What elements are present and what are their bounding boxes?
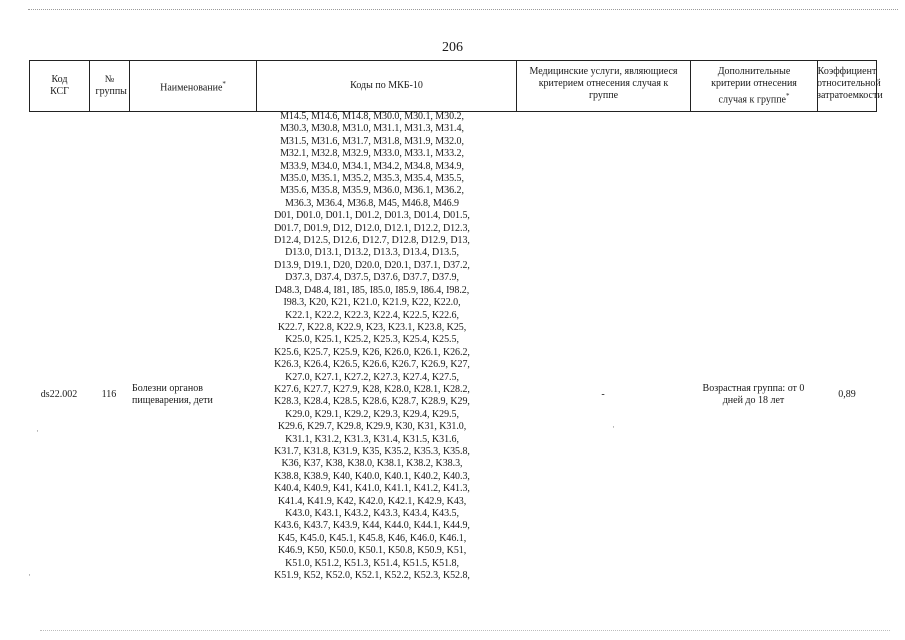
- header-icd-codes: Коды по МКБ-10: [256, 61, 516, 111]
- header-extra-criteria: Дополнительные критерии отнесения случая к группе*: [690, 61, 817, 111]
- icd-code-line: K27.6, K27.7, K27.9, K28, K28.0, K28.1, K28.2,: [274, 383, 470, 395]
- icd-code-line: M14.5, M14.6, M14.8, M30.0, M30.1, M30.2,: [280, 111, 464, 122]
- icd-code-line: K36, K37, K38, K38.0, K38.1, K38.2, K38.3,: [281, 458, 463, 470]
- icd-code-line: K43.0, K43.1, K43.2, K43.3, K43.4, K43.5,: [285, 508, 459, 519]
- icd-code-line: D01.7, D01.9, D12, D12.0, D12.1, D12.2, D12.3,: [274, 222, 470, 234]
- icd-code-line: K29.6, K29.7, K29.8, K29.9, K30, K31, K31.0,: [277, 421, 467, 433]
- icd-code-line: I98.3, K20, K21, K21.0, K21.9, K22, K22.0,: [283, 297, 461, 309]
- header-coefficient: Коэффициент относительной затратоемкости: [817, 61, 877, 111]
- icd-code-line: K22.1, K22.2, K22.3, K22.4, K22.5, K22.6,: [285, 309, 459, 321]
- row-services: -: [601, 389, 605, 400]
- scan-speck: ·: [612, 422, 615, 432]
- icd-code-line: M35.6, M35.8, M35.9, M36.0, M36.1, M36.2,: [280, 185, 464, 197]
- row-coefficient: 0,89: [838, 389, 856, 400]
- icd-code-line: K38.8, K38.9, K40, K40.0, K40.1, K40.2, K40.3,: [274, 470, 470, 482]
- scan-speck: ·: [36, 426, 39, 436]
- table-header: [29, 60, 883, 112]
- icd-code-line: M33.9, M34.0, M34.1, M34.2, M34.8, M34.9,: [280, 160, 464, 172]
- icd-code-line: D01, D01.0, D01.1, D01.2, D01.3, D01.4, D01.5,: [274, 210, 470, 222]
- icd-code-line: M35.0, M35.1, M35.2, M35.3, M35.4, M35.5,: [280, 173, 464, 185]
- icd-code-line: D48.3, D48.4, I81, I85, I85.0, I85.9, I86.4, I98.2,: [274, 284, 470, 296]
- icd-code-line: M36.3, M36.4, M36.8, M45, M46.8, M46.9: [285, 197, 459, 209]
- icd-code-line: D37.3, D37.4, D37.5, D37.6, D37.7, D37.9,: [285, 272, 459, 284]
- icd-code-line: M31.5, M31.6, M31.7, M31.8, M31.9, M32.0,: [280, 135, 464, 147]
- row-icd-codes: [256, 111, 488, 582]
- icd-code-line: K31.1, K31.2, K31.3, K31.4, K31.5, K31.6,: [285, 433, 459, 445]
- icd-code-line: K46.9, K50, K50.0, K50.1, K50.8, K50.9, K51,: [277, 545, 467, 557]
- icd-code-line: M30.3, M30.8, M31.0, M31.1, M31.3, M31.4,: [280, 123, 464, 135]
- header-code: Код КСГ: [29, 61, 89, 111]
- icd-code-line: K41.4, K41.9, K42, K42.0, K42.1, K42.9, K43,: [277, 495, 467, 507]
- icd-code-line: D13.9, D19.1, D20, D20.0, D20.1, D37.1, D37.2,: [274, 259, 470, 271]
- row-group-no: 116: [101, 389, 117, 400]
- icd-code-line: K22.7, K22.8, K22.9, K23, K23.1, K23.8, K25,: [277, 321, 467, 333]
- icd-code-line: K43.6, K43.7, K43.9, K44, K44.0, K44.1, K44.9,: [274, 520, 470, 532]
- icd-code-line: D13.0, D13.1, D13.2, D13.3, D13.4, D13.5,: [285, 247, 459, 259]
- icd-code-line: K27.0, K27.1, K27.2, K27.3, K27.4, K27.5,: [285, 371, 459, 383]
- icd-code-line: K25.0, K25.1, K25.2, K25.3, K25.4, K25.5,: [285, 334, 459, 346]
- row-extra-criteria: Возрастная группа: от 0 дней до 18 лет: [702, 383, 805, 406]
- row-code: ds22.002: [40, 389, 78, 400]
- header-group-no: № группы: [89, 61, 129, 111]
- icd-code-line: K51.9, K52, K52.0, K52.1, K52.2, K52.3, K52.8,: [274, 570, 470, 582]
- icd-code-line: M32.1, M32.8, M32.9, M33.0, M33.1, M33.2,: [280, 148, 464, 160]
- icd-code-line: K31.7, K31.8, K31.9, K35, K35.2, K35.3, K35.8,: [274, 445, 470, 457]
- icd-code-line: K40.4, K40.9, K41, K41.0, K41.1, K41.2, K41.3,: [274, 483, 470, 495]
- icd-code-line: K25.6, K25.7, K25.9, K26, K26.0, K26.1, K26.2,: [274, 346, 470, 358]
- icd-code-line: K45, K45.0, K45.1, K45.8, K46, K46.0, K46.1,: [277, 532, 467, 544]
- page-number: 206: [442, 40, 463, 55]
- header-services: Медицинские услуги, являющиеся критерием отнесения случая к группе: [516, 61, 690, 111]
- icd-code-line: D12.4, D12.5, D12.6, D12.7, D12.8, D12.9, D13,: [274, 235, 470, 247]
- scan-speck: ·: [28, 570, 31, 580]
- bottom-dotted-rule: [40, 630, 890, 631]
- icd-code-line: K51.0, K51.2, K51.3, K51.4, K51.5, K51.8,: [285, 557, 459, 569]
- icd-code-line: K28.3, K28.4, K28.5, K28.6, K28.7, K28.9, K29,: [274, 396, 470, 408]
- icd-code-line: K29.0, K29.1, K29.2, K29.3, K29.4, K29.5,: [285, 408, 459, 420]
- top-dotted-rule: [28, 9, 898, 10]
- row-name: Болезни органов пищеварения, дети: [132, 383, 213, 406]
- header-name: Наименование*: [129, 61, 256, 111]
- icd-code-line: K26.3, K26.4, K26.5, K26.6, K26.7, K26.9, K27,: [274, 359, 470, 371]
